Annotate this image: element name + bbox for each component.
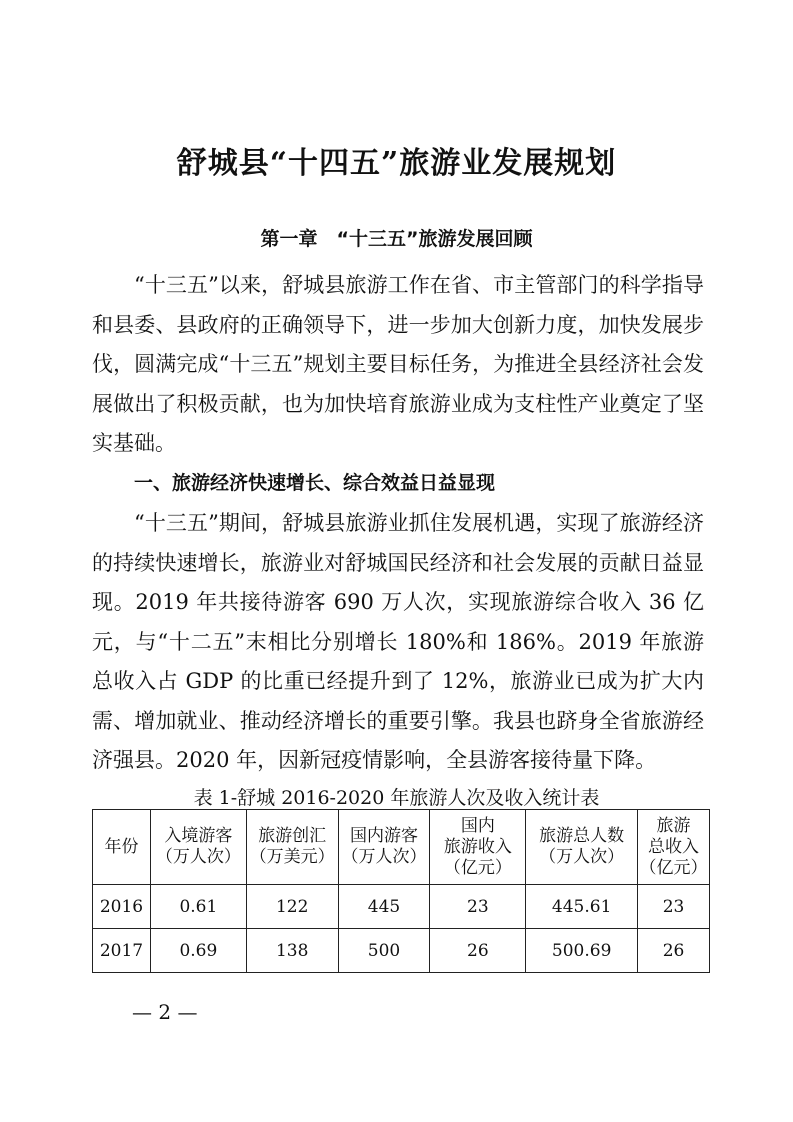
header-line: 总收入 (648, 836, 700, 857)
header-line: 旅游创汇 (258, 826, 327, 846)
table-cell: 122 (246, 885, 338, 929)
header-line: （万人次） (155, 847, 241, 867)
header-total-revenue (638, 810, 710, 885)
header-domestic-visitors (338, 810, 430, 885)
header-line: （亿元） (639, 857, 708, 878)
table-cell: 445.61 (526, 885, 638, 929)
header-line: （亿元） (443, 857, 512, 878)
header-line: （万人次） (539, 847, 625, 867)
table-cell: 0.69 (150, 929, 246, 973)
growth-paragraph: “十三五”期间，舒城县旅游业抓住发展机遇，实现了旅游经济的持续快速增长，旅游业对舒城国民经济和社会发展的贡献日益显现。2019 年共接待游客 690 万人次，实现旅游综合收入 36 亿元，与“十二五”末相比分别增长 180%和 186%。2019 年旅游总收入占 GDP 的比重已经提升到了 12%，旅游业已成为扩大内需、增加就业、推动经济增长的重要引擎。我县也跻身全省旅游经济强县。2020 年，因新冠疫情影响，全县游客接待量下降。 (92, 511, 704, 772)
table-cell: 2016 (93, 885, 151, 929)
table-row (93, 885, 710, 929)
tourism-statistics-table (92, 809, 710, 973)
header-foreign-exchange (246, 810, 338, 885)
chapter-heading: 第一章 “十三五”旅游发展回顾 (260, 228, 533, 250)
header-inbound-visitors (150, 810, 246, 885)
header-line: 国内游客 (350, 826, 419, 846)
table-cell: 500 (338, 929, 430, 973)
header-line: 旅游收入 (443, 836, 512, 857)
table-cell: 26 (430, 929, 526, 973)
table-cell: 500.69 (526, 929, 638, 973)
table-header-row (93, 810, 710, 885)
intro-paragraph: “十三五”以来，舒城县旅游工作在省、市主管部门的科学指导和县委、县政府的正确领导下，进一步加大创新力度，加快发展步伐，圆满完成“十三五”规划主要目标任务，为推进全县经济社会发展做出了积极贡献，也为加快培育旅游业成为支柱性产业奠定了坚实基础。 (92, 273, 704, 455)
table-cell: 23 (430, 885, 526, 929)
table-caption: 表 1-舒城 2016-2020 年旅游人次及收入统计表 (193, 787, 600, 809)
header-total-visitors (526, 810, 638, 885)
document-title: 舒城县“十四五”旅游业发展规划 (176, 146, 617, 181)
table-row (93, 929, 710, 973)
table-cell: 2017 (93, 929, 151, 973)
header-line: （万人次） (341, 847, 427, 867)
table-cell: 445 (338, 885, 430, 929)
header-line: 旅游 (656, 815, 691, 836)
header-year (93, 810, 151, 885)
section-heading: 一、旅游经济快速增长、综合效益日益显现 (134, 472, 496, 494)
table-cell: 138 (246, 929, 338, 973)
header-line: 年份 (104, 836, 139, 857)
table-cell: 23 (638, 885, 710, 929)
table-cell: 0.61 (150, 885, 246, 929)
header-domestic-revenue (430, 810, 526, 885)
page-number: — 2 — (132, 1000, 198, 1024)
header-line: 国内 (460, 815, 495, 836)
header-line: （万美元） (249, 847, 335, 867)
header-line: 旅游总人数 (539, 826, 625, 846)
table-cell: 26 (638, 929, 710, 973)
header-line: 入境游客 (164, 826, 233, 846)
